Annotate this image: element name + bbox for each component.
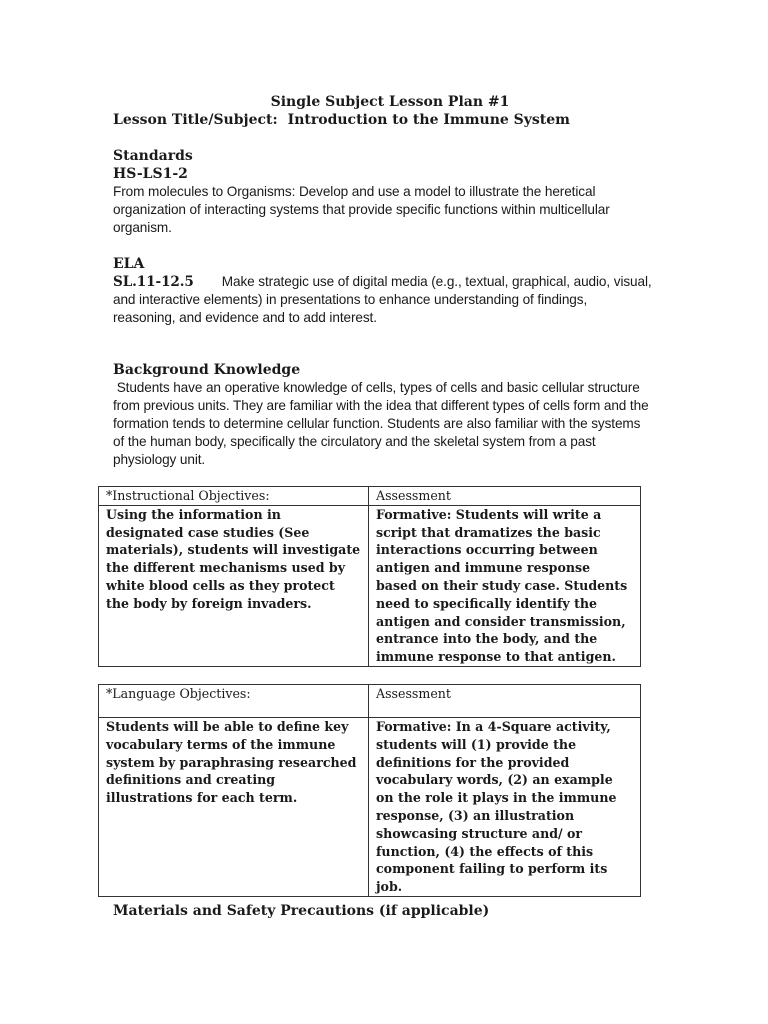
ela-code: SL.11-12.5 bbox=[113, 274, 194, 290]
background-section bbox=[113, 361, 653, 469]
ela-heading: ELA bbox=[113, 256, 145, 272]
background-heading: Background Knowledge bbox=[113, 362, 301, 378]
document-title: Single Subject Lesson Plan #1 bbox=[270, 94, 510, 110]
language-assessment-cell: Formative: In a 4-Square activity, students will (1) provide the definitions for the provided vocabulary words, (2) an example on the role it plays in the immune response, (3) an illustration showcasing structure and/ or function, (4) the effects of this component failing to perform its job. bbox=[369, 718, 641, 897]
table-row bbox=[99, 505, 641, 666]
lesson-title-line bbox=[113, 111, 653, 129]
materials-heading: Materials and Safety Precautions (if applicable) bbox=[113, 903, 490, 919]
language-assessment-header: Assessment bbox=[369, 685, 641, 718]
standards-code: HS-LS1-2 bbox=[113, 166, 188, 182]
language-objectives-header: *Language Objectives: bbox=[99, 685, 369, 718]
instructional-assessment-cell: Formative: Students will write a script that dramatizes the basic interactions occurring between antigen and immune response based on their study case. Students need to specifically identify the antigen and consider transmission, entrance into the body, and the immune response to that antigen. bbox=[369, 505, 641, 666]
ela-text: Make strategic use of digital media (e.g., textual, graphical, audio, visual, and interactive elements) in presentations to enhance understanding of findings, reasoning, and evidence and to add interest. bbox=[113, 274, 652, 325]
instructional-assessment-header: Assessment bbox=[369, 487, 641, 506]
ela-paragraph bbox=[113, 273, 653, 327]
instructional-objective-cell: Using the information in designated case studies (See materials), students will investigate the different mechanisms used by white blood cells as they protect the body by foreign invaders. bbox=[99, 505, 369, 666]
standards-section bbox=[113, 147, 653, 237]
table-header-row bbox=[99, 685, 641, 718]
language-objectives-table bbox=[98, 684, 641, 897]
table-row bbox=[99, 718, 641, 897]
background-text: Students have an operative knowledge of cells, types of cells and basic cellular structure from previous units. They are familiar with the idea that different types of cells form and the formation tends to determine cellular function. Students are also familiar with the systems of the human body, specifically the circulatory and the skeletal system from a past physiology unit. bbox=[113, 380, 653, 467]
standards-heading: Standards bbox=[113, 148, 193, 164]
standards-text: From molecules to Organisms: Develop and use a model to illustrate the heretical organization of interacting systems that provide specific functions within multicellular organism. bbox=[113, 184, 610, 235]
table-header-row bbox=[99, 487, 641, 506]
lesson-title-value: Introduction to the Immune System bbox=[287, 112, 570, 128]
lesson-title-label: Lesson Title/Subject: bbox=[113, 112, 278, 128]
instructional-objectives-table bbox=[98, 486, 641, 667]
language-objective-cell: Students will be able to define key vocabulary terms of the immune system by paraphrasing researched definitions and creating illustrations for each term. bbox=[99, 718, 369, 897]
ela-section bbox=[113, 255, 653, 327]
instructional-objectives-header: *Instructional Objectives: bbox=[99, 487, 369, 506]
